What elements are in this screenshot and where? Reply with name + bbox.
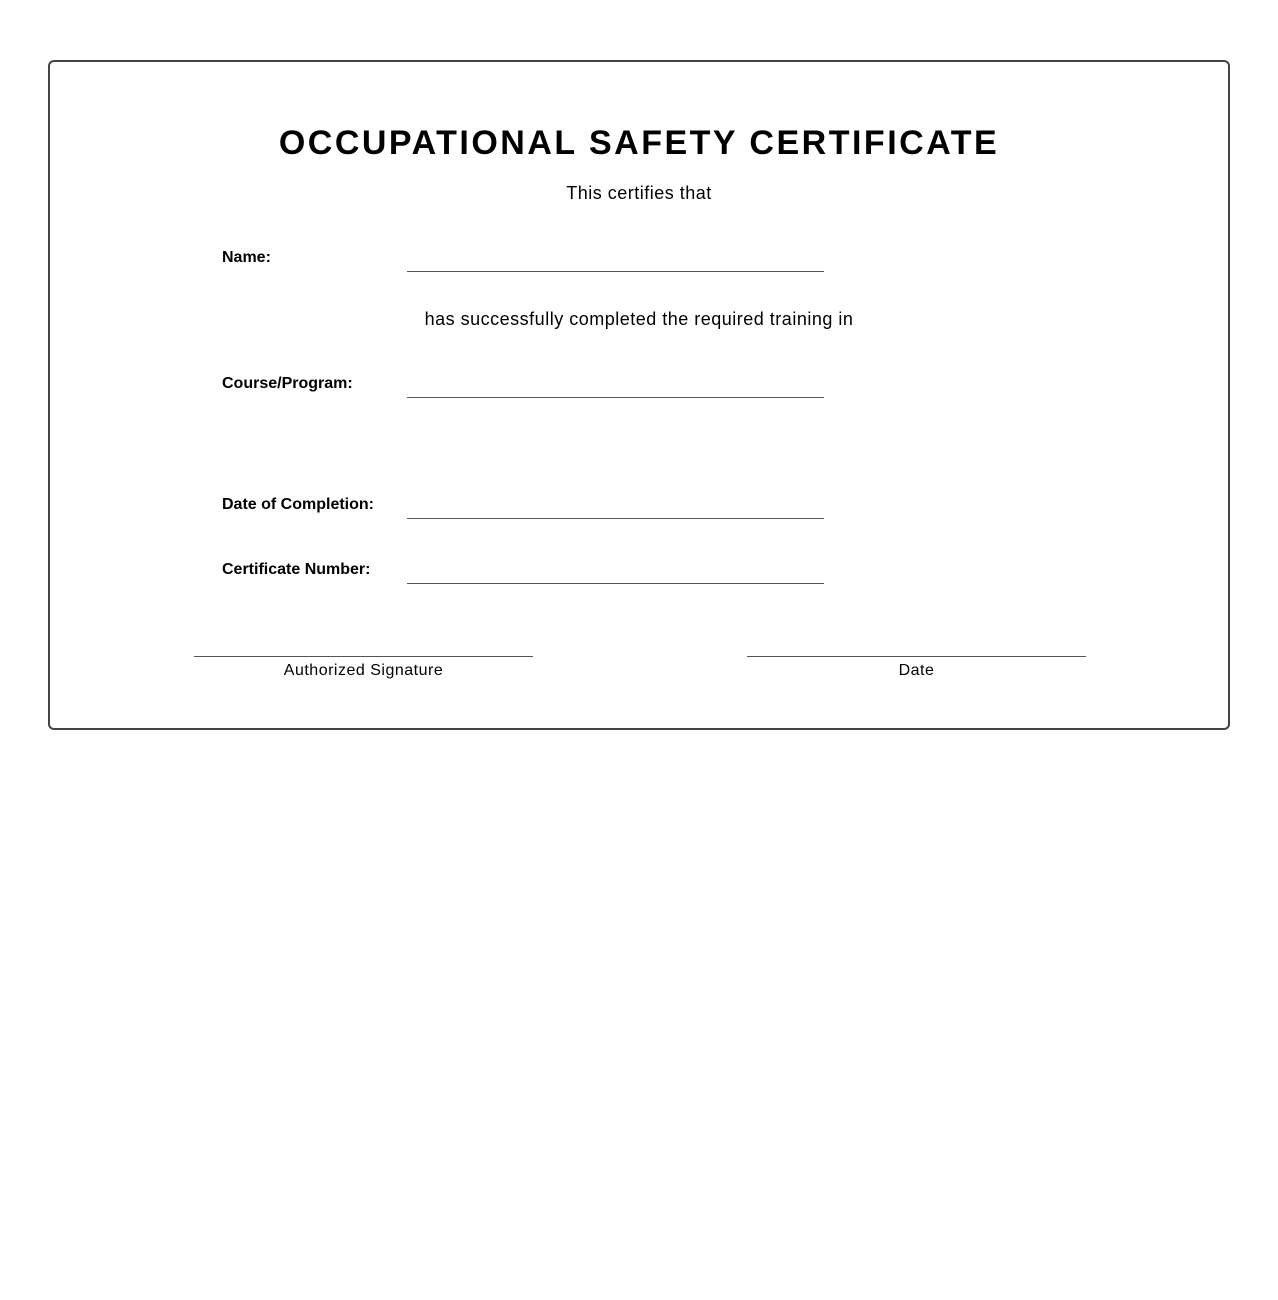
course-field[interactable]	[407, 397, 824, 398]
date-of-completion-field[interactable]	[407, 518, 824, 519]
date-line[interactable]	[747, 656, 1086, 657]
certificate	[48, 60, 1230, 730]
course-label: Course/Program:	[222, 375, 353, 392]
completion-text: has successfully completed the required training in	[424, 309, 854, 329]
certificate-number-label: Certificate Number:	[222, 561, 371, 578]
date-of-completion-label: Date of Completion:	[222, 496, 374, 513]
intro-text: This certifies that	[566, 183, 712, 203]
date-caption: Date	[898, 662, 935, 679]
name-label: Name:	[222, 249, 271, 266]
signature-caption: Authorized Signature	[283, 662, 444, 679]
name-field[interactable]	[407, 271, 824, 272]
signature-line[interactable]	[194, 656, 533, 657]
certificate-number-field[interactable]	[407, 583, 824, 584]
certificate-title: OCCUPATIONAL SAFETY CERTIFICATE	[278, 124, 1000, 162]
